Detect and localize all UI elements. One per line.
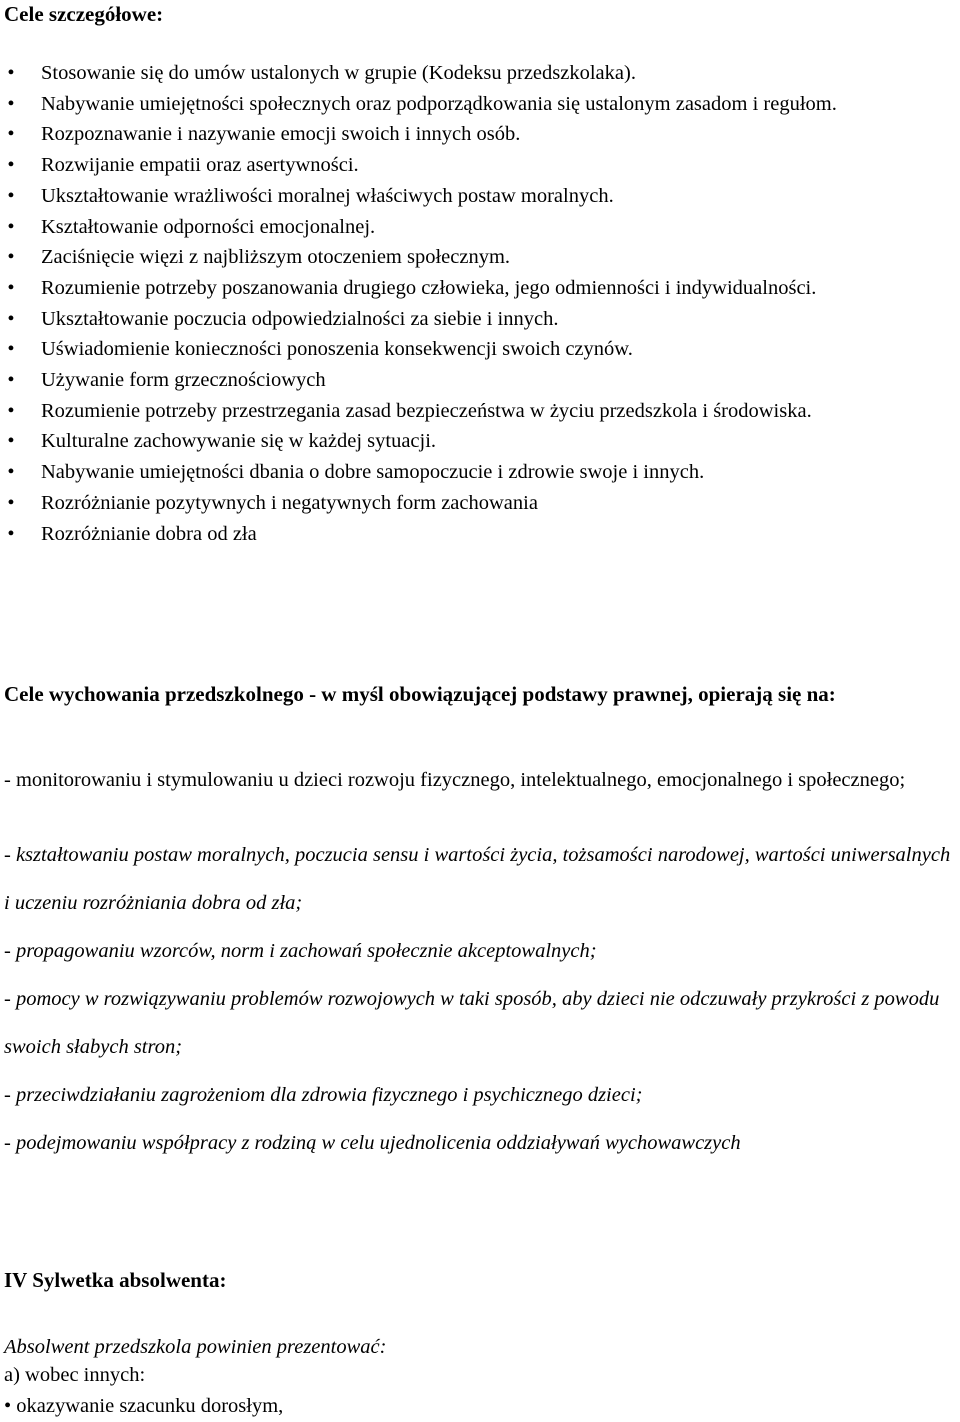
bullet-icon: • <box>7 338 15 361</box>
bullet-icon: • <box>7 399 15 422</box>
list-item-text: Rozumienie potrzeby poszanowania drugiego człowieka, jego odmienności i indywidualności. <box>41 276 817 299</box>
heading-cele-wychowania: Cele wychowania przedszkolnego - w myśl obowiązującej podstawy prawnej, opierają się na: <box>4 682 836 706</box>
list-item-text: Używanie form grzecznościowych <box>41 369 326 392</box>
bullet-icon: • <box>7 62 15 84</box>
list-item-text: Ukształtowanie wrażliwości moralnej właściwych postaw moralnych. <box>41 184 614 207</box>
list-item <box>0 519 960 550</box>
wobec-innych-label: a) wobec innych: <box>4 1364 146 1386</box>
list-item-text: Zaciśnięcie więzi z najbliższym otoczeniem społecznym. <box>41 246 511 269</box>
bullet-icon: • <box>7 184 15 207</box>
list-item-text: Rozróżnianie dobra od zła <box>41 522 257 545</box>
list-item <box>0 365 960 396</box>
paragraph-propagowanie: - propagowaniu wzorców, norm i zachowań społecznie akceptowalnych; <box>4 940 597 962</box>
bullet-icon: • <box>7 522 15 545</box>
bullet-icon: • <box>7 369 15 392</box>
bullet-icon: • <box>7 246 15 269</box>
list-item-text: Rozwijanie empatii oraz asertywności. <box>41 154 359 177</box>
heading-sylwetka-absolwenta: IV Sylwetka absolwenta: <box>4 1268 227 1292</box>
paragraph-pomoc: - pomocy w rozwiązywaniu problemów rozwojowych w taki sposób, aby dzieci nie odczuwały przykrości z powodu swoich słabych stron; <box>4 988 940 1058</box>
bullet-icon: • <box>7 491 15 514</box>
list-item <box>0 334 960 365</box>
list-item-text: Ukształtowanie poczucia odpowiedzialności za siebie i innych. <box>41 307 559 330</box>
list-item <box>0 181 960 212</box>
list-item <box>0 304 960 335</box>
list-item <box>0 89 960 120</box>
paragraph-przeciwdzialanie: - przeciwdziałaniu zagrożeniom dla zdrowia fizycznego i psychicznego dzieci; <box>4 1084 643 1106</box>
list-item-text: Uświadomienie konieczności ponoszenia konsekwencji swoich czynów. <box>41 338 633 361</box>
bullet-icon: • <box>7 276 15 299</box>
list-item-text: Rozumienie potrzeby przestrzegania zasad bezpieczeństwa w życiu przedszkola i środowiska. <box>41 399 812 422</box>
paragraph-monitorowanie: - monitorowaniu i stymulowaniu u dzieci rozwoju fizycznego, intelektualnego, emocjonalnego i społecznego; <box>4 769 906 791</box>
list-item <box>0 273 960 304</box>
goals-list <box>0 58 960 549</box>
list-item-text: Rozróżnianie pozytywnych i negatywnych form zachowania <box>41 491 538 514</box>
list-item <box>0 396 960 427</box>
heading-cele-szczegolowe: Cele szczegółowe: <box>4 2 164 26</box>
list-item <box>0 58 960 89</box>
list-item-text: Kulturalne zachowywanie się w każdej sytuacji. <box>41 430 437 453</box>
bullet-icon: • <box>7 307 15 330</box>
bullet-icon: • <box>7 123 15 146</box>
list-item <box>0 150 960 181</box>
list-item-text: Kształtowanie odporności emocjonalnej. <box>41 215 376 238</box>
bullet-icon: • <box>7 154 15 177</box>
list-item <box>0 457 960 488</box>
list-item-text: Stosowanie się do umów ustalonych w grupie (Kodeksu przedszkolaka). <box>41 62 636 84</box>
bullet-icon: • <box>7 215 15 238</box>
list-item <box>0 488 960 519</box>
list-item <box>0 242 960 273</box>
list-item-text: Rozpoznawanie i nazywanie emocji swoich i innych osób. <box>41 123 521 146</box>
list-item-text: Nabywanie umiejętności społecznych oraz podporządkowania się ustalonym zasadom i regułom. <box>41 92 837 115</box>
bullet-icon: • <box>7 92 15 115</box>
bullet-icon: • <box>7 430 15 453</box>
list-item <box>0 426 960 457</box>
list-item-szacunek: • okazywanie szacunku dorosłym, <box>4 1395 284 1417</box>
paragraph-ksztaltowanie: - kształtowaniu postaw moralnych, poczucia sensu i wartości życia, tożsamości narodowej, wartości uniwersalnych i uczeniu rozróżniania dobra od zła; <box>4 844 951 914</box>
list-item <box>0 212 960 243</box>
list-item <box>0 119 960 150</box>
bullet-icon: • <box>7 461 15 484</box>
paragraph-wspolpraca: - podejmowaniu współpracy z rodziną w celu ujednolicenia oddziaływań wychowawczych <box>4 1132 741 1154</box>
absolwent-intro-text: Absolwent przedszkola powinien prezentować: <box>4 1336 387 1358</box>
list-item-text: Nabywanie umiejętności dbania o dobre samopoczucie i zdrowie swoje i innych. <box>41 461 705 484</box>
